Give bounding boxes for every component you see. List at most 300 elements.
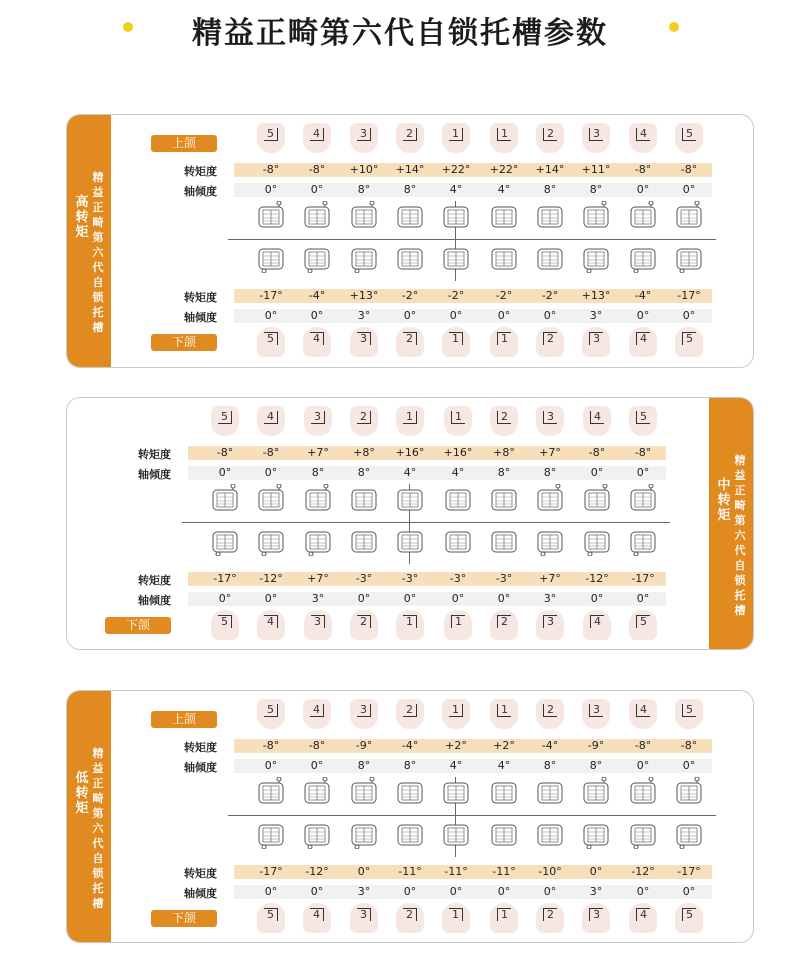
param-panel-1	[66, 114, 754, 368]
lower-tooth	[442, 903, 470, 933]
lower-tooth	[444, 610, 472, 640]
upper-torque-value: -8°	[216, 446, 234, 459]
bracket-icon	[628, 526, 658, 556]
bracket-icon	[395, 243, 425, 273]
upper-tooth-number: 5	[264, 704, 278, 717]
upper-tip-value: 4°	[451, 466, 465, 479]
decor-dot-right	[669, 22, 679, 32]
upper-torque-label: 转矩度	[184, 165, 217, 178]
lower-tip-value: 3°	[357, 885, 371, 898]
bracket-icon	[441, 777, 471, 807]
lower-tooth-number: 2	[357, 615, 371, 628]
upper-tooth-number: 1	[497, 704, 511, 717]
lower-tip-value: 0°	[682, 885, 696, 898]
lower-torque-value: -17°	[213, 572, 237, 585]
side-title: 精益正畸第六代自锁托槽	[92, 171, 104, 334]
lower-tooth-number: 4	[590, 615, 604, 628]
lower-tooth-number: 3	[311, 615, 325, 628]
upper-torque-value: -8°	[588, 446, 606, 459]
lower-tooth-number: 3	[543, 615, 557, 628]
lower-torque-value: -17°	[631, 572, 655, 585]
upper-jaw-label: 上颌	[151, 135, 217, 152]
bracket-icon	[535, 819, 565, 849]
bracket-icon	[535, 243, 565, 273]
lower-tooth-number: 5	[682, 908, 696, 921]
lower-torque-value: -3°	[355, 572, 373, 585]
upper-tooth	[629, 406, 657, 436]
lower-tip-value: 0°	[497, 885, 511, 898]
lower-tip-value: 0°	[218, 592, 232, 605]
bracket-icon	[489, 777, 519, 807]
lower-tooth	[675, 327, 703, 357]
upper-tip-value: 8°	[589, 183, 603, 196]
upper-tip-value: 0°	[218, 466, 232, 479]
lower-tooth-number: 5	[264, 332, 278, 345]
upper-torque-label: 转矩度	[184, 741, 217, 754]
upper-tip-value: 4°	[497, 759, 511, 772]
upper-tooth	[257, 406, 285, 436]
bracket-icon	[628, 484, 658, 514]
upper-tooth	[257, 123, 285, 153]
lower-torque-value: -11°	[398, 865, 422, 878]
bracket-icon	[395, 777, 425, 807]
bracket-icon	[349, 243, 379, 273]
lower-tooth-number: 3	[589, 332, 603, 345]
upper-tooth-number: 1	[497, 128, 511, 141]
lower-tooth	[582, 327, 610, 357]
lower-tip-value: 0°	[264, 885, 278, 898]
bracket-icon	[489, 201, 519, 231]
upper-tip-value: 0°	[310, 183, 324, 196]
bracket-icon	[674, 201, 704, 231]
lower-tooth-number: 3	[589, 908, 603, 921]
upper-torque-value: -9°	[355, 739, 373, 752]
bracket-icon	[256, 777, 286, 807]
bracket-icon	[535, 526, 565, 556]
bracket-icon	[443, 526, 473, 556]
upper-tip-value: 4°	[403, 466, 417, 479]
lower-tip-value: 0°	[403, 885, 417, 898]
bracket-icon	[349, 819, 379, 849]
lower-tooth	[304, 610, 332, 640]
lower-tooth-number: 1	[451, 615, 465, 628]
side-bar	[67, 691, 111, 942]
lower-tooth	[675, 903, 703, 933]
lower-torque-value: -3°	[449, 572, 467, 585]
lower-torque-value: +13°	[349, 289, 379, 302]
lower-tooth	[211, 610, 239, 640]
lower-tip-value: 0°	[449, 309, 463, 322]
upper-tooth-number: 3	[589, 704, 603, 717]
upper-tip-value: 8°	[543, 183, 557, 196]
bracket-icon	[256, 243, 286, 273]
upper-tooth-number: 1	[449, 704, 463, 717]
lower-torque-value: -17°	[677, 289, 701, 302]
upper-tooth	[582, 699, 610, 729]
upper-tooth	[490, 699, 518, 729]
lower-tip-value: 3°	[589, 309, 603, 322]
bracket-icon	[535, 201, 565, 231]
upper-torque-value: +11°	[581, 163, 611, 176]
upper-tooth	[582, 123, 610, 153]
upper-tooth-number: 1	[451, 411, 465, 424]
bracket-icon	[256, 484, 286, 514]
bracket-icon	[349, 526, 379, 556]
bracket-icon	[302, 201, 332, 231]
upper-torque-value: +8°	[493, 446, 515, 459]
upper-torque-value: -8°	[680, 163, 698, 176]
lower-torque-value: -12°	[631, 865, 655, 878]
upper-torque-value: +10°	[349, 163, 379, 176]
bracket-icon	[581, 819, 611, 849]
upper-tooth-number: 3	[589, 128, 603, 141]
lower-tooth	[442, 327, 470, 357]
upper-tooth	[350, 699, 378, 729]
lower-tooth-number: 4	[636, 332, 650, 345]
lower-tooth-number: 5	[218, 615, 232, 628]
upper-tooth	[536, 699, 564, 729]
lower-tip-value: 0°	[449, 885, 463, 898]
upper-tooth-number: 2	[403, 704, 417, 717]
lower-tooth	[536, 327, 564, 357]
lower-torque-value: -11°	[444, 865, 468, 878]
lower-tip-value: 3°	[543, 592, 557, 605]
upper-tooth-number: 3	[357, 704, 371, 717]
upper-tip-value: 8°	[403, 183, 417, 196]
arch-divider-horizontal	[228, 239, 716, 240]
upper-tooth-number: 5	[682, 704, 696, 717]
upper-tip-value: 0°	[310, 759, 324, 772]
lower-torque-value: -2°	[495, 289, 513, 302]
lower-tip-value: 0°	[543, 309, 557, 322]
bracket-icon	[489, 526, 519, 556]
upper-tip-label: 轴倾度	[184, 185, 217, 198]
lower-tooth-number: 2	[403, 908, 417, 921]
arch-divider-horizontal	[182, 522, 670, 523]
lower-tooth-number: 1	[497, 332, 511, 345]
upper-tooth	[396, 406, 424, 436]
upper-tip-value: 0°	[682, 759, 696, 772]
bracket-icon	[489, 243, 519, 273]
upper-tip-value: 0°	[264, 759, 278, 772]
lower-torque-value: -10°	[538, 865, 562, 878]
lower-torque-value: -12°	[259, 572, 283, 585]
upper-torque-value: +7°	[539, 446, 561, 459]
upper-torque-value: -8°	[634, 739, 652, 752]
lower-tip-value: 3°	[311, 592, 325, 605]
upper-torque-value: -9°	[587, 739, 605, 752]
bracket-icon	[535, 484, 565, 514]
bracket-icon	[581, 201, 611, 231]
lower-tip-value: 0°	[497, 309, 511, 322]
bracket-icon	[628, 819, 658, 849]
lower-tooth	[490, 327, 518, 357]
lower-tooth	[257, 327, 285, 357]
upper-tip-value: 8°	[543, 759, 557, 772]
bracket-icon	[674, 777, 704, 807]
lower-torque-value: 0°	[589, 865, 603, 878]
upper-tip-value: 0°	[682, 183, 696, 196]
upper-tooth	[350, 406, 378, 436]
bracket-icon	[489, 484, 519, 514]
bracket-icon	[395, 484, 425, 514]
lower-tooth	[257, 610, 285, 640]
lower-tip-value: 0°	[310, 885, 324, 898]
lower-torque-value: -17°	[677, 865, 701, 878]
upper-tooth	[304, 406, 332, 436]
lower-tooth-number: 2	[543, 908, 557, 921]
upper-tooth-number: 3	[357, 128, 371, 141]
lower-tip-label: 轴倾度	[184, 887, 217, 900]
upper-tooth	[675, 699, 703, 729]
bracket-icon	[395, 526, 425, 556]
lower-torque-value: -3°	[401, 572, 419, 585]
lower-tip-value: 0°	[310, 309, 324, 322]
lower-tooth	[396, 903, 424, 933]
lower-jaw-label: 下颌	[151, 334, 217, 351]
lower-tooth	[396, 610, 424, 640]
lower-tip-value: 0°	[543, 885, 557, 898]
upper-tooth-number: 1	[403, 411, 417, 424]
upper-torque-value: +22°	[489, 163, 519, 176]
upper-torque-value: -4°	[541, 739, 559, 752]
upper-torque-value: +14°	[535, 163, 565, 176]
lower-tooth-number: 4	[636, 908, 650, 921]
upper-tooth	[536, 123, 564, 153]
lower-tooth-number: 1	[449, 908, 463, 921]
lower-tooth	[257, 903, 285, 933]
upper-torque-label: 转矩度	[138, 448, 171, 461]
arch-divider-horizontal	[228, 815, 716, 816]
upper-tooth	[396, 123, 424, 153]
lower-tooth	[303, 327, 331, 357]
bracket-icon	[302, 243, 332, 273]
side-title: 精益正畸第六代自锁托槽	[92, 747, 104, 910]
upper-tip-value: 0°	[636, 466, 650, 479]
side-title: 精益正畸第六代自锁托槽	[734, 454, 746, 617]
upper-tooth	[629, 123, 657, 153]
lower-tip-value: 0°	[357, 592, 371, 605]
lower-tooth-number: 2	[497, 615, 511, 628]
upper-tooth-number: 5	[682, 128, 696, 141]
bracket-icon	[628, 243, 658, 273]
upper-tooth	[490, 123, 518, 153]
lower-tip-value: 0°	[682, 309, 696, 322]
upper-tip-value: 8°	[403, 759, 417, 772]
lower-torque-value: -17°	[259, 865, 283, 878]
upper-torque-value: +16°	[443, 446, 473, 459]
lower-tooth-number: 4	[264, 615, 278, 628]
bracket-icon	[628, 201, 658, 231]
side-subtitle: 中转矩	[717, 478, 731, 523]
upper-torque-value: +2°	[493, 739, 515, 752]
lower-tooth-number: 3	[357, 332, 371, 345]
bracket-icon	[349, 777, 379, 807]
lower-tooth-number: 1	[449, 332, 463, 345]
lower-tooth-number: 5	[636, 615, 650, 628]
lower-jaw-label: 下颌	[151, 910, 217, 927]
upper-tooth-number: 3	[543, 411, 557, 424]
lower-tip-value: 0°	[403, 309, 417, 322]
upper-tip-value: 0°	[264, 466, 278, 479]
lower-torque-value: +13°	[581, 289, 611, 302]
lower-tooth	[350, 327, 378, 357]
bracket-icon	[302, 777, 332, 807]
lower-tip-value: 3°	[357, 309, 371, 322]
bracket-icon	[489, 819, 519, 849]
lower-torque-value: -3°	[495, 572, 513, 585]
side-subtitle: 低转矩	[75, 771, 89, 816]
lower-torque-value: -2°	[541, 289, 559, 302]
lower-torque-value: -12°	[305, 865, 329, 878]
upper-tip-value: 4°	[497, 183, 511, 196]
bracket-icon	[441, 201, 471, 231]
upper-tooth-number: 2	[403, 128, 417, 141]
lower-tooth	[396, 327, 424, 357]
lower-tip-value: 0°	[636, 592, 650, 605]
upper-torque-value: -8°	[262, 446, 280, 459]
upper-torque-value: -8°	[308, 739, 326, 752]
bracket-icon	[582, 526, 612, 556]
upper-torque-value: -8°	[634, 163, 652, 176]
lower-tooth	[583, 610, 611, 640]
lower-torque-label: 转矩度	[138, 574, 171, 587]
upper-tooth	[442, 123, 470, 153]
upper-torque-value: +14°	[395, 163, 425, 176]
lower-torque-label: 转矩度	[184, 291, 217, 304]
lower-torque-value: -11°	[492, 865, 516, 878]
bracket-icon	[395, 819, 425, 849]
lower-torque-label: 转矩度	[184, 867, 217, 880]
upper-tooth	[536, 406, 564, 436]
lower-tip-value: 0°	[264, 592, 278, 605]
lower-tooth	[629, 903, 657, 933]
upper-torque-value: -8°	[308, 163, 326, 176]
upper-tooth-number: 2	[357, 411, 371, 424]
upper-tooth	[257, 699, 285, 729]
upper-tip-value: 0°	[264, 183, 278, 196]
upper-tooth	[350, 123, 378, 153]
bracket-icon	[256, 819, 286, 849]
lower-tip-label: 轴倾度	[138, 594, 171, 607]
upper-tip-value: 8°	[497, 466, 511, 479]
upper-tip-value: 8°	[543, 466, 557, 479]
bracket-icon	[303, 484, 333, 514]
upper-tooth-number: 4	[264, 411, 278, 424]
side-subtitle: 高转矩	[75, 195, 89, 240]
bracket-icon	[210, 526, 240, 556]
lower-tip-value: 0°	[497, 592, 511, 605]
upper-tooth-number: 4	[636, 128, 650, 141]
lower-tip-value: 0°	[264, 309, 278, 322]
param-panel-2	[66, 397, 754, 650]
upper-torque-value: -8°	[680, 739, 698, 752]
upper-tip-value: 4°	[449, 183, 463, 196]
upper-tip-label: 轴倾度	[184, 761, 217, 774]
lower-tooth	[303, 903, 331, 933]
lower-tooth-number: 4	[310, 332, 324, 345]
lower-tooth-number: 5	[682, 332, 696, 345]
param-panel-3	[66, 690, 754, 943]
lower-tip-value: 3°	[589, 885, 603, 898]
upper-tooth-number: 5	[264, 128, 278, 141]
upper-tip-value: 0°	[636, 759, 650, 772]
bracket-icon	[303, 526, 333, 556]
upper-tooth	[629, 699, 657, 729]
lower-jaw-label: 下颌	[105, 617, 171, 634]
lower-tooth	[350, 903, 378, 933]
lower-tooth-number: 3	[357, 908, 371, 921]
upper-tooth	[444, 406, 472, 436]
lower-torque-value: -4°	[634, 289, 652, 302]
upper-tooth-number: 1	[449, 128, 463, 141]
lower-tooth-number: 2	[403, 332, 417, 345]
upper-tip-value: 8°	[357, 466, 371, 479]
upper-tip-value: 4°	[449, 759, 463, 772]
upper-jaw-label: 上颌	[151, 711, 217, 728]
upper-tooth	[303, 699, 331, 729]
upper-torque-value: +16°	[395, 446, 425, 459]
lower-tip-value: 0°	[451, 592, 465, 605]
lower-tip-value: 0°	[403, 592, 417, 605]
upper-tooth-number: 3	[311, 411, 325, 424]
lower-tooth-number: 2	[543, 332, 557, 345]
bracket-icon	[395, 201, 425, 231]
bracket-icon	[349, 201, 379, 231]
lower-torque-value: -2°	[447, 289, 465, 302]
side-bar	[67, 115, 111, 367]
page-title: 精益正畸第六代自锁托槽参数	[192, 16, 608, 51]
upper-tip-value: 8°	[357, 183, 371, 196]
upper-tooth-number: 2	[543, 704, 557, 717]
upper-torque-value: +7°	[307, 446, 329, 459]
upper-tooth	[490, 406, 518, 436]
side-bar	[709, 398, 753, 649]
upper-torque-value: -8°	[262, 163, 280, 176]
lower-tooth-number: 1	[403, 615, 417, 628]
upper-tip-value: 8°	[311, 466, 325, 479]
upper-tooth-number: 2	[543, 128, 557, 141]
upper-tip-value: 8°	[589, 759, 603, 772]
lower-tooth	[629, 327, 657, 357]
upper-tooth-number: 4	[590, 411, 604, 424]
bracket-icon	[256, 201, 286, 231]
bracket-icon	[581, 777, 611, 807]
upper-tooth	[675, 123, 703, 153]
upper-torque-value: +22°	[441, 163, 471, 176]
upper-torque-value: -4°	[401, 739, 419, 752]
upper-tooth-number: 4	[636, 704, 650, 717]
upper-tip-value: 0°	[590, 466, 604, 479]
bracket-icon	[443, 484, 473, 514]
lower-tooth	[490, 610, 518, 640]
lower-tooth-number: 5	[264, 908, 278, 921]
bracket-icon	[441, 819, 471, 849]
lower-tooth	[536, 903, 564, 933]
bracket-icon	[582, 484, 612, 514]
lower-tip-value: 0°	[636, 885, 650, 898]
lower-tip-label: 轴倾度	[184, 311, 217, 324]
bracket-icon	[302, 819, 332, 849]
lower-tooth	[582, 903, 610, 933]
lower-torque-value: -17°	[259, 289, 283, 302]
upper-tooth	[442, 699, 470, 729]
upper-tooth-number: 4	[310, 704, 324, 717]
lower-tooth	[350, 610, 378, 640]
lower-tooth-number: 4	[310, 908, 324, 921]
bracket-icon	[674, 243, 704, 273]
bracket-icon	[210, 484, 240, 514]
